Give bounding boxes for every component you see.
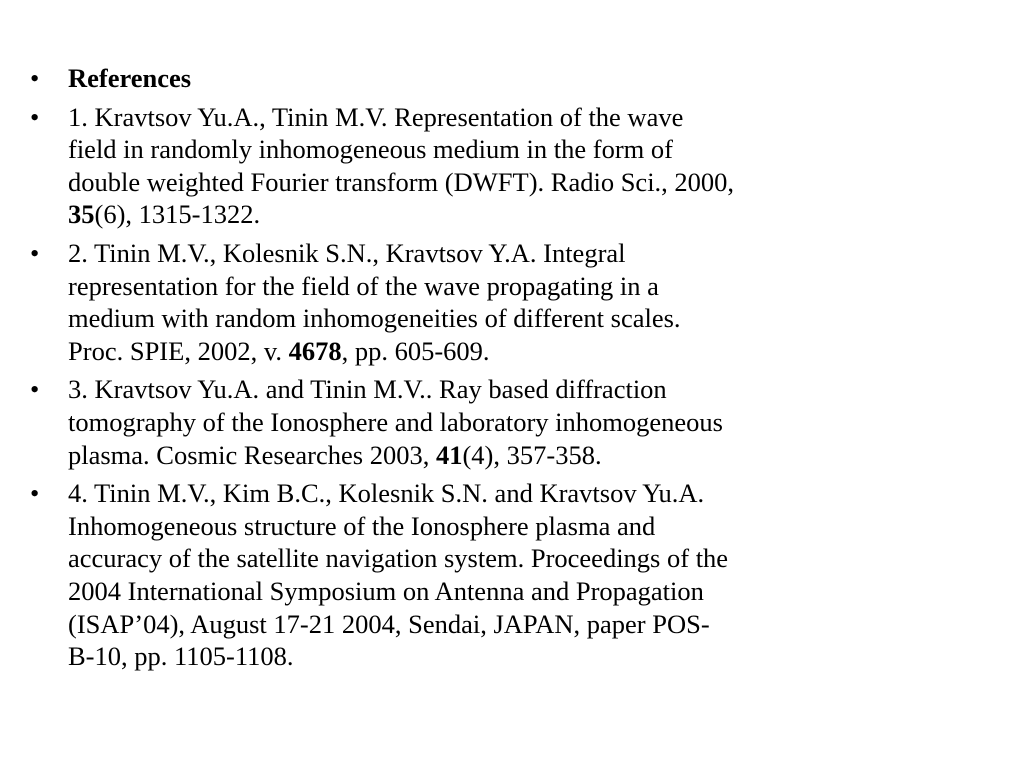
references-heading: References [68,63,192,93]
reference-line [68,406,948,439]
reference-line [68,439,948,472]
volume-number: 41 [435,439,463,470]
volume-number: 4678 [288,335,342,366]
reference-text [68,101,948,231]
bullet-icon: • [30,63,40,93]
reference-line [68,477,948,510]
reference-segment: , pp. 605-609. [341,335,490,366]
reference-segment: (4), 357-358. [462,439,602,470]
reference-line [68,166,948,199]
reference-line [68,198,948,231]
reference-segment: (ISAP’04), August 17-21 2004, Sendai, JAPAN, paper POS- [68,608,710,639]
reference-item-2 [30,237,948,367]
reference-segment: 3. Kravtsov Yu.A. and Tinin M.V.. Ray based diffraction [68,374,667,405]
reference-segment: double weighted Fourier transform (DWFT). Radio Sci., 2000, [68,166,735,197]
reference-line [68,335,948,368]
reference-segment: accuracy of the satellite navigation system. Proceedings of the [68,543,729,574]
reference-segment: field in randomly inhomogeneous medium in the form of [68,134,673,165]
reference-line [68,101,948,134]
reference-line [68,575,948,608]
bullet-icon: • [30,101,40,132]
reference-line [68,270,948,303]
reference-line [68,133,948,166]
heading-item [30,62,948,95]
bullet-icon: • [30,478,40,509]
reference-line [68,302,948,335]
reference-item-3 [30,373,948,471]
reference-text [68,237,948,367]
reference-item-1 [30,101,948,231]
reference-segment: Inhomogeneous structure of the Ionosphere plasma and [68,510,656,541]
reference-segment: plasma. Cosmic Researches 2003, [68,439,436,470]
reference-line [68,237,948,270]
reference-segment: medium with random inhomogeneities of different scales. [68,303,681,334]
reference-segment: 1. Kravtsov Yu.A., Tinin M.V. Representation of the wave [68,101,684,132]
reference-line [68,510,948,543]
reference-segment: Proc. SPIE, 2002, v. [68,335,289,366]
reference-line [68,640,948,673]
reference-item-4 [30,477,948,673]
reference-segment: (6), 1315-1322. [94,199,261,230]
reference-line [68,608,948,641]
bullet-icon: • [30,374,40,405]
reference-segment: 2. Tinin M.V., Kolesnik S.N., Kravtsov Y.A. Integral [68,237,626,268]
reference-segment: tomography of the Ionosphere and laboratory inhomogeneous [68,406,723,437]
reference-line [68,373,948,406]
bullet-icon: • [30,237,40,268]
reference-segment: 2004 International Symposium on Antenna and Propagation [68,575,704,606]
reference-text [68,477,948,673]
reference-segment: representation for the field of the wave propagating in a [68,270,659,301]
reference-line [68,542,948,575]
volume-number: 35 [68,199,95,230]
reference-segment: 4. Tinin M.V., Kim B.C., Kolesnik S.N. and Kravtsov Yu.A. [68,478,705,509]
reference-text [68,373,948,471]
reference-segment: B-10, pp. 1105-1108. [68,641,294,672]
references-list [30,62,944,673]
